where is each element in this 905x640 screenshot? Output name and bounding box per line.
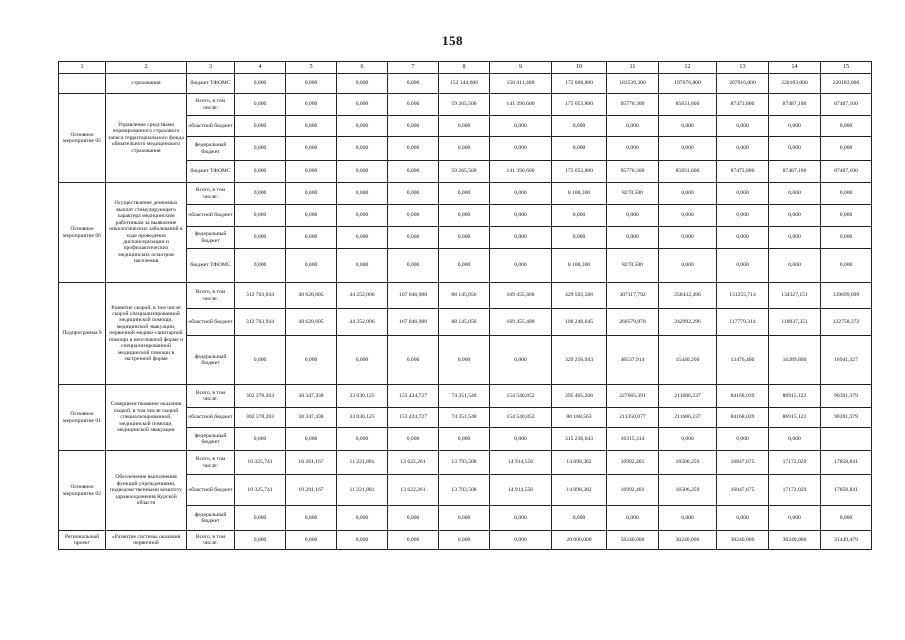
amount-cell: 16847,675 xyxy=(717,475,769,506)
funding-source-cell: бюджет ТФОМС xyxy=(187,249,235,283)
amount-cell: 312 703,944 xyxy=(235,309,286,336)
amount-cell: 242992,296 xyxy=(659,309,717,336)
funding-source-cell: областной бюджет xyxy=(187,205,235,227)
amount-cell: 0,000 xyxy=(286,531,337,550)
amount-cell: 58240,000 xyxy=(607,531,659,550)
amount-cell: 0,000 xyxy=(235,161,286,183)
header-row xyxy=(59,62,872,74)
header-cell: 14 xyxy=(769,62,821,74)
amount-cell: 16506,259 xyxy=(659,475,717,506)
amount-cell: 10 325,741 xyxy=(235,475,286,506)
amount-cell: 0,000 xyxy=(388,336,439,385)
amount-cell: 30240,000 xyxy=(717,531,769,550)
amount-cell: 0,000 xyxy=(659,205,717,227)
header-cell: 4 xyxy=(235,62,286,74)
amount-cell: 152 144,600 xyxy=(439,74,490,94)
amount-cell: 17858,841 xyxy=(821,451,872,475)
amount-cell: 0,000 xyxy=(769,116,821,137)
amount-cell: 0,000 xyxy=(490,227,552,249)
amount-cell: 90391,379 xyxy=(821,385,872,408)
amount-cell: 0,000 xyxy=(659,116,717,137)
program-cell: Основное мероприятие 05 xyxy=(59,94,106,183)
amount-cell: 0,000 xyxy=(439,428,490,451)
header-cell: 3 xyxy=(187,62,235,74)
amount-cell: 11 221,881 xyxy=(337,475,388,506)
amount-cell: 329 256,943 xyxy=(552,336,607,385)
amount-cell: 0,000 xyxy=(607,137,659,161)
header-cell: 11 xyxy=(607,62,659,74)
header-cell: 12 xyxy=(659,62,717,74)
amount-cell xyxy=(821,428,872,451)
header-cell: 13 xyxy=(717,62,769,74)
amount-cell: 211350,077 xyxy=(607,408,659,428)
amount-cell: 16289,800 xyxy=(769,336,821,385)
funding-source-cell: федеральный бюджет xyxy=(187,336,235,385)
table-row xyxy=(59,74,872,94)
amount-cell: 87487,100 xyxy=(769,161,821,183)
amount-cell: 0,000 xyxy=(821,137,872,161)
program-cell: Основное мероприятие 02 xyxy=(59,451,106,531)
amount-cell: 86915,122 xyxy=(769,385,821,408)
header-cell: 5 xyxy=(286,62,337,74)
amount-cell: 0,000 xyxy=(717,506,769,531)
amount-cell: 14 914,556 xyxy=(490,475,552,506)
amount-cell: 0,000 xyxy=(388,183,439,205)
amount-cell: 0,000 xyxy=(552,227,607,249)
amount-cell: 175 053,800 xyxy=(552,94,607,116)
amount-cell: 0,000 xyxy=(552,116,607,137)
amount-cell: 0,000 xyxy=(286,227,337,249)
program-cell: Основное мероприятие 06 xyxy=(59,183,106,283)
amount-cell: 74 351,548 xyxy=(439,385,490,408)
measure-name-cell: Управление средствами нормированного страхового запаса территориального фонда обязательного медицинского страхования xyxy=(106,94,187,183)
amount-cell: 315 236,643 xyxy=(552,428,607,451)
amount-cell: 122758,372 xyxy=(821,309,872,336)
budget-table xyxy=(58,61,872,550)
amount-cell: 0,000 xyxy=(235,336,286,385)
amount-cell: 13 793,508 xyxy=(439,451,490,475)
amount-cell: 0,000 xyxy=(490,183,552,205)
amount-cell: 0,000 xyxy=(821,249,872,283)
amount-cell: 175 053,800 xyxy=(552,161,607,183)
amount-cell: 0,000 xyxy=(388,94,439,116)
funding-source-cell: бюджет ТФОМС xyxy=(187,74,235,94)
header-cell: 6 xyxy=(337,62,388,74)
amount-cell: 0,000 xyxy=(286,183,337,205)
program-cell: Региональный проект xyxy=(59,531,106,550)
amount-cell: 0,000 xyxy=(286,74,337,94)
funding-source-cell: Всего, в том числе: xyxy=(187,94,235,116)
amount-cell: 154 540,852 xyxy=(490,408,552,428)
amount-cell: 17858,841 xyxy=(821,475,872,506)
amount-cell: 59 265,500 xyxy=(439,161,490,183)
amount-cell: 0,000 xyxy=(821,506,872,531)
amount-cell: 207916,000 xyxy=(717,74,769,94)
amount-cell: 0,000 xyxy=(552,506,607,531)
measure-name-cell: Совершенствование оказания скорой, в том числе скорой специализированной, медицинской помощи, медицинской эвакуации xyxy=(106,385,187,451)
amount-cell: 13 622,261 xyxy=(388,451,439,475)
amount-cell: 0,000 xyxy=(286,116,337,137)
amount-cell: 0,000 xyxy=(337,137,388,161)
amount-cell: 0,000 xyxy=(388,137,439,161)
amount-cell: 0,000 xyxy=(717,249,769,283)
header-cell: 7 xyxy=(388,62,439,74)
amount-cell: 0,000 xyxy=(659,227,717,249)
amount-cell: 84168,039 xyxy=(717,385,769,408)
table-row xyxy=(59,94,872,116)
amount-cell: 0,000 xyxy=(821,205,872,227)
amount-cell: 0,000 xyxy=(337,227,388,249)
amount-cell: 0,000 xyxy=(717,137,769,161)
amount-cell: 0,000 xyxy=(439,205,490,227)
amount-cell: 154 540,852 xyxy=(490,385,552,408)
funding-source-cell: Всего, в том числе: xyxy=(187,183,235,205)
amount-cell: 0,000 xyxy=(490,137,552,161)
amount-cell: 0,000 xyxy=(235,531,286,550)
amount-cell: 0,000 xyxy=(388,74,439,94)
amount-cell: 100 246,645 xyxy=(552,309,607,336)
amount-cell: 0,000 xyxy=(235,137,286,161)
amount-cell: 0,000 xyxy=(388,531,439,550)
amount-cell: 0,000 xyxy=(490,205,552,227)
table-row xyxy=(59,451,872,475)
amount-cell: 0,000 xyxy=(717,116,769,137)
amount-cell: 86915,122 xyxy=(769,408,821,428)
amount-cell: 141 390,600 xyxy=(490,94,552,116)
amount-cell: 395 405,206 xyxy=(552,385,607,408)
amount-cell: 0,000 xyxy=(439,336,490,385)
amount-cell: 95770,300 xyxy=(607,94,659,116)
amount-cell: 87473,800 xyxy=(717,161,769,183)
amount-cell: 167 046,988 xyxy=(388,283,439,309)
amount-cell: 156 411,400 xyxy=(490,74,552,94)
amount-cell: 16506,259 xyxy=(659,451,717,475)
amount-cell: 0,000 xyxy=(286,336,337,385)
amount-cell: 211686,237 xyxy=(659,408,717,428)
amount-cell: 0,000 xyxy=(769,205,821,227)
amount-cell: 0,000 xyxy=(659,137,717,161)
funding-source-cell: федеральный бюджет xyxy=(187,506,235,531)
funding-source-cell: Всего, в том числе: xyxy=(187,451,235,475)
amount-cell: 85831,600 xyxy=(659,94,717,116)
amount-cell: 0,000 xyxy=(439,531,490,550)
amount-cell: 38 347,438 xyxy=(286,408,337,428)
amount-cell: 0,000 xyxy=(388,506,439,531)
amount-cell: 0,000 xyxy=(607,116,659,137)
amount-cell: 17172,029 xyxy=(769,451,821,475)
amount-cell: 0,000 xyxy=(490,249,552,283)
funding-source-cell: федеральный бюджет xyxy=(187,227,235,249)
amount-cell: 0,000 xyxy=(337,183,388,205)
measure-name-cell: Развитие скорой, в том числе скорой специализированной медицинской помощи, медицинской эвакуации, первичной медико-санитарной помощи в неотложной форме и специализированной медицинской помощи в экстренной форме xyxy=(106,283,187,385)
amount-cell: 0,000 xyxy=(439,183,490,205)
amount-cell: 16315,314 xyxy=(607,428,659,451)
amount-cell: 16992,401 xyxy=(607,475,659,506)
amount-cell: 87487,100 xyxy=(769,94,821,116)
amount-cell: 90391,379 xyxy=(821,408,872,428)
amount-cell: 0,000 xyxy=(388,205,439,227)
funding-source-cell: областной бюджет xyxy=(187,309,235,336)
amount-cell: 31449,479 xyxy=(821,531,872,550)
amount-cell: 0,000 xyxy=(337,205,388,227)
header-cell: 15 xyxy=(821,62,872,74)
amount-cell: 0,000 xyxy=(490,531,552,550)
amount-cell: 10 325,741 xyxy=(235,451,286,475)
amount-cell: 44 252,006 xyxy=(337,283,388,309)
table-row xyxy=(59,531,872,550)
amount-cell: 0,000 xyxy=(337,94,388,116)
amount-cell: 8 108,300 xyxy=(552,249,607,283)
amount-cell: 95770,300 xyxy=(607,161,659,183)
amount-cell: 167 046,988 xyxy=(388,309,439,336)
amount-cell: 0,000 xyxy=(552,137,607,161)
table-row xyxy=(59,283,872,309)
amount-cell: 0,000 xyxy=(769,506,821,531)
amount-cell: 0,000 xyxy=(490,116,552,137)
funding-source-cell: областной бюджет xyxy=(187,116,235,137)
amount-cell: 0,000 xyxy=(607,506,659,531)
amount-cell: 0,000 xyxy=(607,205,659,227)
amount-cell: 0,000 xyxy=(552,205,607,227)
amount-cell: 74 351,548 xyxy=(439,408,490,428)
amount-cell: 0,000 xyxy=(821,227,872,249)
amount-cell: 0,000 xyxy=(235,183,286,205)
amount-cell: 0,000 xyxy=(769,183,821,205)
amount-cell: 0,000 xyxy=(337,161,388,183)
amount-cell: 0,000 xyxy=(337,74,388,94)
amount-cell: 0,000 xyxy=(286,94,337,116)
measure-name-cell: Обеспечение выполнения функций учреждениями, подведомственными комитету здравоохранения Курской области xyxy=(106,451,187,531)
amount-cell: 0,000 xyxy=(439,227,490,249)
amount-cell: 33 030,125 xyxy=(337,385,388,408)
amount-cell: 14 914,556 xyxy=(490,451,552,475)
amount-cell: 8 108,300 xyxy=(552,183,607,205)
funding-source-cell: федеральный бюджет xyxy=(187,137,235,161)
amount-cell: 16847,675 xyxy=(717,451,769,475)
amount-cell: 0,000 xyxy=(388,116,439,137)
amount-cell: 153 424,727 xyxy=(388,408,439,428)
amount-cell: 0,000 xyxy=(717,205,769,227)
program-cell xyxy=(59,74,106,94)
amount-cell: 48 628,605 xyxy=(286,309,337,336)
amount-cell: 0,000 xyxy=(490,506,552,531)
funding-source-cell: Всего, в том числе: xyxy=(187,531,235,550)
amount-cell: 0,000 xyxy=(769,227,821,249)
amount-cell: 88 145,056 xyxy=(439,283,490,309)
header-cell: 2 xyxy=(106,62,187,74)
amount-cell: 48 628,605 xyxy=(286,283,337,309)
amount-cell: 139699,699 xyxy=(821,283,872,309)
amount-cell: 172 008,800 xyxy=(552,74,607,94)
amount-cell: 0,000 xyxy=(337,506,388,531)
header-cell: 10 xyxy=(552,62,607,74)
amount-cell: 11 221,881 xyxy=(337,451,388,475)
amount-cell: 0,000 xyxy=(235,428,286,451)
amount-cell: 0,000 xyxy=(821,116,872,137)
amount-cell: 169 455,408 xyxy=(490,283,552,309)
header-cell: 8 xyxy=(439,62,490,74)
amount-cell: 16941,327 xyxy=(821,336,872,385)
amount-cell: 0,000 xyxy=(235,249,286,283)
amount-cell: 260579,878 xyxy=(607,309,659,336)
amount-cell: 0,000 xyxy=(286,428,337,451)
amount-cell: 0,000 xyxy=(717,227,769,249)
amount-cell: 0,000 xyxy=(286,137,337,161)
program-cell: Подпрограмма 9 xyxy=(59,283,106,385)
amount-cell: 59 265,500 xyxy=(439,94,490,116)
amount-cell: 227665,391 xyxy=(607,385,659,408)
funding-source-cell: областной бюджет xyxy=(187,475,235,506)
amount-cell: 14 098,382 xyxy=(552,475,607,506)
amount-cell: 0,000 xyxy=(659,249,717,283)
amount-cell: 8270,500 xyxy=(607,183,659,205)
amount-cell: 87487,100 xyxy=(821,161,872,183)
amount-cell: 211686,237 xyxy=(659,385,717,408)
header-cell: 1 xyxy=(59,62,106,74)
amount-cell: 0,000 xyxy=(821,183,872,205)
measure-name-cell: страхования xyxy=(106,74,187,94)
header-cell: 9 xyxy=(490,62,552,74)
amount-cell: 33 030,125 xyxy=(337,408,388,428)
amount-cell: 0,000 xyxy=(439,249,490,283)
amount-cell: 0,000 xyxy=(286,161,337,183)
amount-cell: 30240,000 xyxy=(769,531,821,550)
amount-cell: 0,000 xyxy=(235,116,286,137)
amount-cell: 13 622,261 xyxy=(388,475,439,506)
table-row xyxy=(59,183,872,205)
amount-cell: 87487,100 xyxy=(821,94,872,116)
amount-cell: 13476,400 xyxy=(717,336,769,385)
amount-cell: 0,000 xyxy=(439,506,490,531)
amount-cell: 14 098,382 xyxy=(552,451,607,475)
amount-cell: 87473,800 xyxy=(717,94,769,116)
amount-cell: 312 703,944 xyxy=(235,283,286,309)
amount-cell: 0,000 xyxy=(490,428,552,451)
amount-cell: 0,000 xyxy=(337,428,388,451)
amount-cell: 307117,792 xyxy=(607,283,659,309)
amount-cell: 117779,314 xyxy=(717,309,769,336)
measure-name-cell: «Развитие системы оказания первичной xyxy=(106,531,187,550)
amount-cell: 46537,914 xyxy=(607,336,659,385)
amount-cell: 134327,151 xyxy=(769,283,821,309)
funding-source-cell: федеральный бюджет xyxy=(187,428,235,451)
measure-name-cell: Осуществление денежных выплат стимулирующего характера медицинским работникам за выявление онкологических заболеваний в ходе проведения диспансеризации и профилактических медицинских осмотров населения xyxy=(106,183,187,283)
amount-cell: 220183,000 xyxy=(821,74,872,94)
amount-cell: 84168,039 xyxy=(717,408,769,428)
amount-cell: 0,000 xyxy=(717,183,769,205)
amount-cell: 0,000 xyxy=(337,336,388,385)
amount-cell: 0,000 xyxy=(286,249,337,283)
amount-cell: 0,000 xyxy=(286,205,337,227)
amount-cell: 20 000,000 xyxy=(552,531,607,550)
amount-cell: 0,000 xyxy=(769,137,821,161)
amount-cell: 30240,000 xyxy=(659,531,717,550)
amount-cell: 169 455,408 xyxy=(490,309,552,336)
amount-cell: 197076,800 xyxy=(659,74,717,94)
amount-cell: 0,000 xyxy=(490,336,552,385)
amount-cell: 0,000 xyxy=(439,116,490,137)
amount-cell: 10 281,167 xyxy=(286,451,337,475)
amount-cell: 0,000 xyxy=(235,94,286,116)
amount-cell: 10 281,167 xyxy=(286,475,337,506)
amount-cell: 0,000 xyxy=(769,428,821,451)
funding-source-cell: Всего, в том числе: xyxy=(187,283,235,309)
amount-cell: 118037,351 xyxy=(769,309,821,336)
amount-cell: 13 793,508 xyxy=(439,475,490,506)
amount-cell: 0,000 xyxy=(439,137,490,161)
amount-cell: 0,000 xyxy=(607,227,659,249)
amount-cell: 183539,300 xyxy=(607,74,659,94)
amount-cell: 0,000 xyxy=(388,227,439,249)
amount-cell: 0,000 xyxy=(769,249,821,283)
amount-cell: 80 168,563 xyxy=(552,408,607,428)
program-cell: Основное мероприятие 01 xyxy=(59,385,106,451)
amount-cell: 220183,000 xyxy=(769,74,821,94)
amount-cell: 0,000 xyxy=(337,116,388,137)
amount-cell: 0,000 xyxy=(388,161,439,183)
amount-cell: 38 347,438 xyxy=(286,385,337,408)
amount-cell: 0,000 xyxy=(388,249,439,283)
amount-cell: 302 378,203 xyxy=(235,385,286,408)
amount-cell: 141 390,600 xyxy=(490,161,552,183)
amount-cell: 0,000 xyxy=(235,227,286,249)
amount-cell: 258432,496 xyxy=(659,283,717,309)
amount-cell: 153 424,727 xyxy=(388,385,439,408)
amount-cell: 0,000 xyxy=(235,506,286,531)
amount-cell: 88 145,056 xyxy=(439,309,490,336)
funding-source-cell: Всего, в том числе: xyxy=(187,385,235,408)
amount-cell: 131255,714 xyxy=(717,283,769,309)
amount-cell: 85831,600 xyxy=(659,161,717,183)
amount-cell: 0,000 xyxy=(337,531,388,550)
amount-cell: 0,000 xyxy=(659,428,717,451)
table-row xyxy=(59,385,872,408)
amount-cell: 429 503,588 xyxy=(552,283,607,309)
amount-cell: 0,000 xyxy=(717,428,769,451)
amount-cell: 0,000 xyxy=(388,428,439,451)
funding-source-cell: областной бюджет xyxy=(187,408,235,428)
amount-cell: 0,000 xyxy=(235,74,286,94)
amount-cell: 44 252,006 xyxy=(337,309,388,336)
amount-cell: 17172,029 xyxy=(769,475,821,506)
amount-cell: 15440,200 xyxy=(659,336,717,385)
amount-cell: 8270,500 xyxy=(607,249,659,283)
amount-cell: 16992,401 xyxy=(607,451,659,475)
funding-source-cell: бюджет ТФОМС xyxy=(187,161,235,183)
page-number: 158 xyxy=(442,33,463,48)
amount-cell: 302 378,203 xyxy=(235,408,286,428)
amount-cell: 0,000 xyxy=(286,506,337,531)
amount-cell: 0,000 xyxy=(659,183,717,205)
amount-cell: 0,000 xyxy=(659,506,717,531)
amount-cell: 0,000 xyxy=(337,249,388,283)
amount-cell: 0,000 xyxy=(235,205,286,227)
